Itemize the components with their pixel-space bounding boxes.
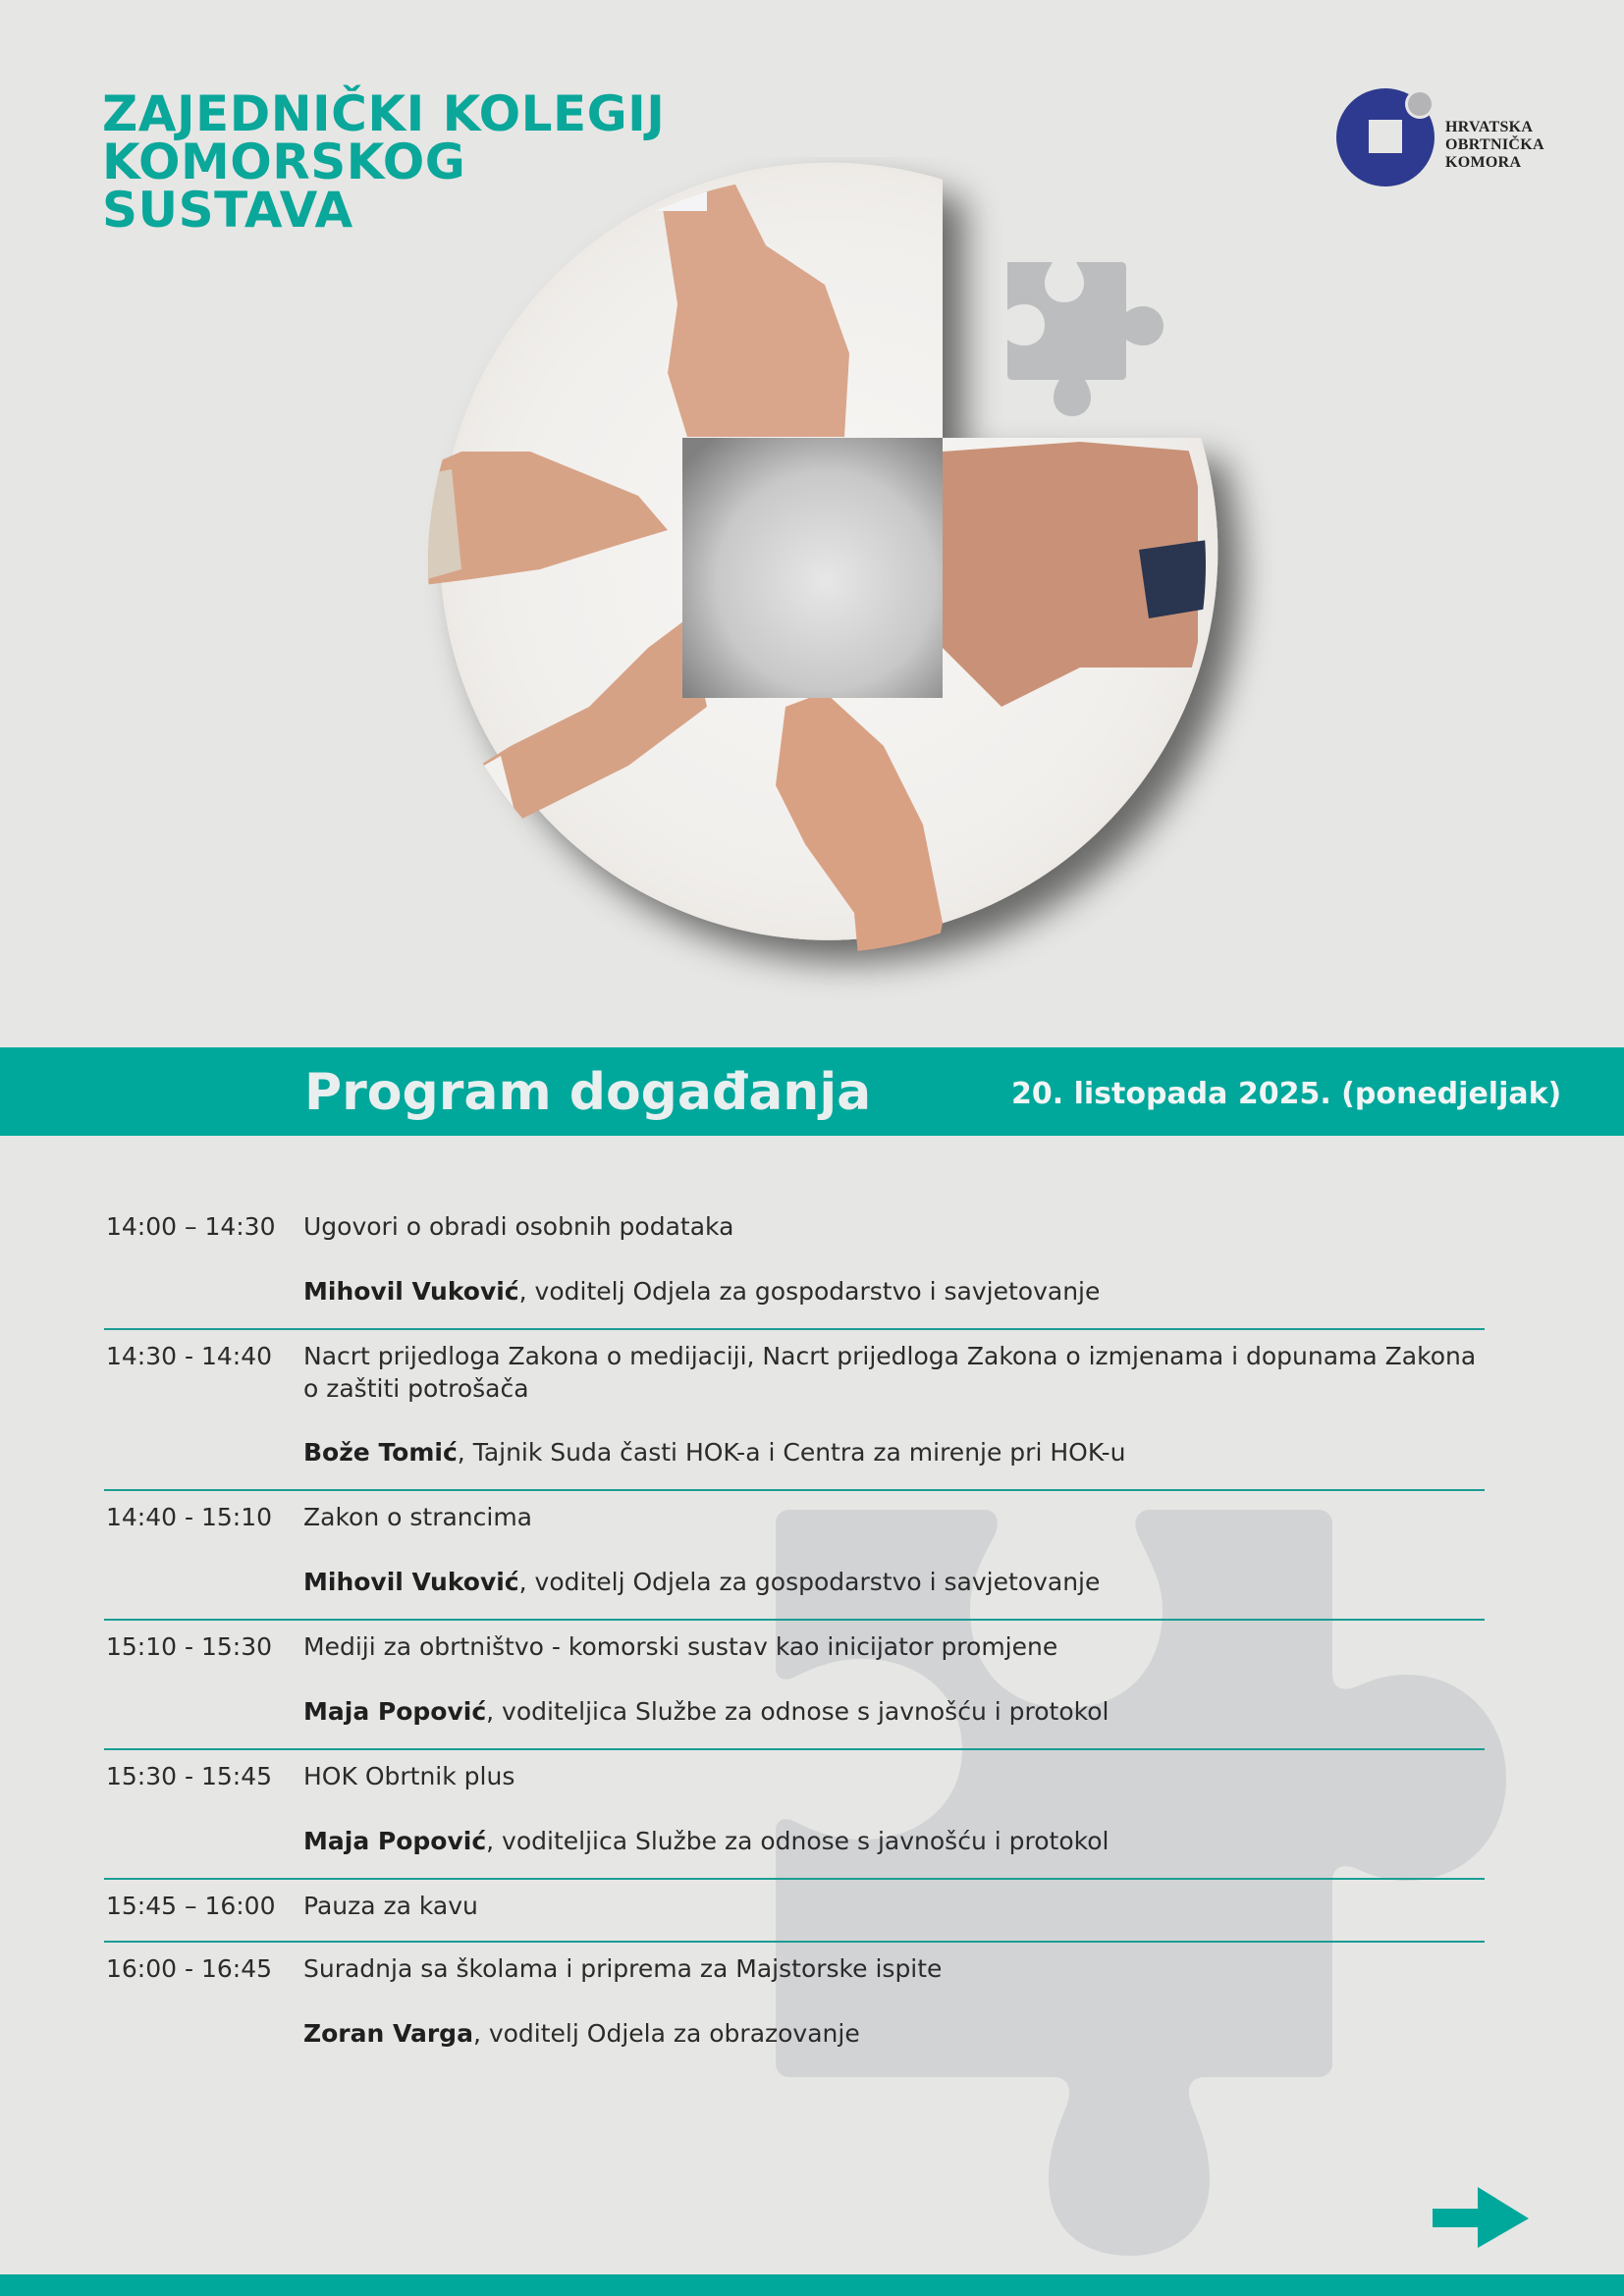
logo-line-2: OBRTNIČKA [1445,136,1544,153]
speaker-role: , voditelj Odjela za gospodarstvo i savjetovanje [518,1277,1101,1306]
title-line-2: KOMORSKOG [102,133,466,190]
item-speaker [303,2017,1485,2051]
arrow-right-icon[interactable] [1433,2187,1531,2250]
item-speaker [303,1436,1485,1469]
item-speaker [303,1825,1485,1858]
hok-logo [1333,86,1579,194]
title-line-3: SUSTAVA [102,182,353,239]
speaker-role: , voditeljica Službe za odnose s javnošću i protokol [486,1827,1110,1855]
hands-collage-image [393,157,1276,1021]
schedule-item [104,1621,1485,1748]
schedule-item [104,1880,1485,1941]
item-speaker [303,1695,1485,1729]
item-speaker [303,1566,1485,1599]
schedule-item [104,1491,1485,1619]
item-time: 15:30 - 15:45 [106,1762,273,1790]
speaker-name: Maja Popović [303,1697,487,1726]
item-time: 14:30 - 14:40 [106,1342,273,1370]
hok-logo-icon [1333,86,1441,194]
item-time: 15:10 - 15:30 [106,1632,273,1661]
speaker-role: , Tajnik Suda časti HOK-a i Centra za mirenje pri HOK-u [457,1438,1126,1467]
speaker-name: Maja Popović [303,1827,487,1855]
item-speaker [303,1275,1485,1308]
schedule-list [104,1202,1485,2070]
schedule-item [104,1202,1485,1328]
speaker-role: , voditeljica Službe za odnose s javnošću i protokol [486,1697,1110,1726]
schedule-item [104,1943,1485,2070]
footer-bar [0,2274,1624,2296]
program-title: Program događanja [304,1063,872,1122]
item-time: 14:00 – 14:30 [106,1212,276,1241]
logo-text [1445,119,1544,172]
speaker-name: Mihovil Vuković [303,1277,519,1306]
item-topic: Zakon o strancima [303,1503,532,1531]
item-topic: Mediji za obrtništvo - komorski sustav kao inicijator promjene [303,1632,1058,1661]
item-time: 16:00 - 16:45 [106,1954,273,1983]
item-topic: Ugovori o obradi osobnih podataka [303,1212,734,1241]
item-topic: Nacrt prijedloga Zakona o medijaciji, Nacrt prijedloga Zakona o izmjenama i dopunama Zakona o zaštiti potrošača [303,1342,1477,1403]
item-topic: Pauza za kavu [303,1892,478,1920]
speaker-name: Bože Tomić [303,1438,458,1467]
logo-line-3: KOMORA [1445,154,1522,171]
speaker-name: Mihovil Vuković [303,1568,519,1596]
speaker-role: , voditelj Odjela za obrazovanje [472,2019,860,2048]
title-line-1: ZAJEDNIČKI KOLEGIJ [102,85,666,142]
program-banner [0,1047,1624,1136]
schedule-item [104,1330,1485,1489]
item-topic: Suradnja sa školama i priprema za Majstorske ispite [303,1954,943,1983]
speaker-role: , voditelj Odjela za gospodarstvo i savjetovanje [518,1568,1101,1596]
logo-line-1: HRVATSKA [1445,119,1534,135]
event-date: 20. listopada 2025. (ponedjeljak) [1011,1077,1562,1111]
speaker-name: Zoran Varga [303,2019,473,2048]
small-puzzle-icon [1007,262,1164,416]
item-time: 15:45 – 16:00 [106,1892,276,1920]
schedule-item [104,1750,1485,1878]
item-topic: HOK Obrtnik plus [303,1762,515,1790]
item-time: 14:40 - 15:10 [106,1503,273,1531]
